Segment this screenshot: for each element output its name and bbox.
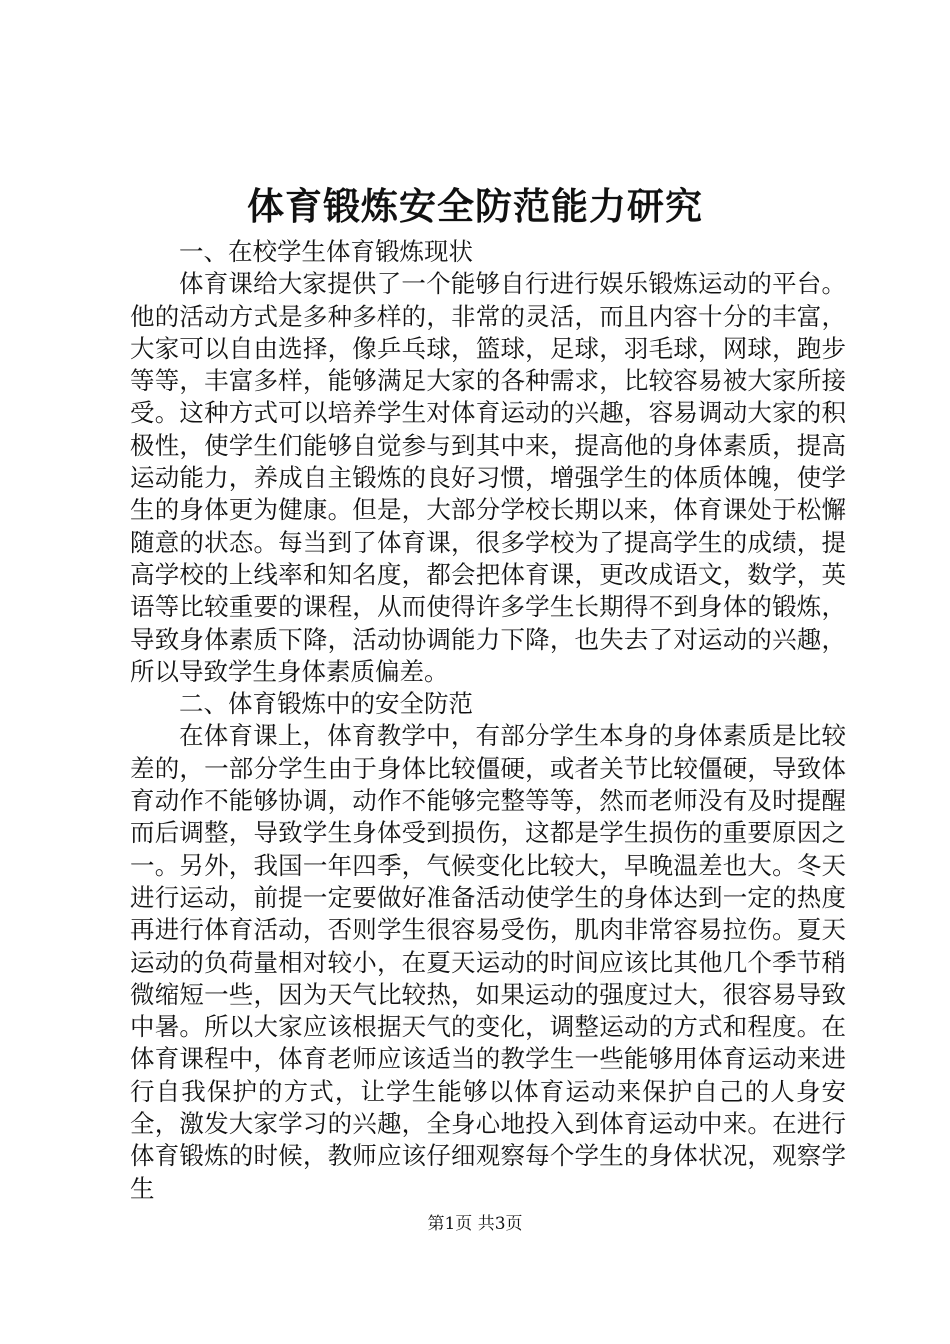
section-heading-1: 一、在校学生体育锻炼现状 (179, 237, 473, 266)
section-heading-2: 二、体育锻炼中的安全防范 (179, 689, 473, 719)
document-title: 体育锻炼安全防范能力研究 (247, 184, 703, 228)
document-body (130, 236, 846, 1205)
section-paragraph-2: 在体育课上，体育教学中，有部分学生本身的身体素质是比较差的，一部分学生由于身体比较僵硬，或者关节比较僵硬，导致体育动作不能够协调，动作不能够完整等等，然而老师没有及时提醒而后调整，导致学生身体受到损伤，这都是学生损伤的重要原因之一。另外，我国一年四季，气候变化比较大，早晚温差也大。冬天进行运动，前提一定要做好准备活动使学生的身体达到一定的热度再进行体育活动，否则学生很容易受伤，肌肉非常容易拉伤。夏天运动的负荷量相对较小，在夏天运动的时间应该比其他几个季节稍微缩短一些，因为天气比较热，如果运动的强度过大，很容易导致中暑。所以大家应该根据天气的变化，调整运动的方式和程度。在体育课程中，体育老师应该适当的教学生一些能够用体育运动来进行自我保护的方式，让学生能够以体育运动来保护自己的人身安全，激发大家学习的兴趣，全身心地投入到体育运动中来。在进行体育锻炼的时候，教师应该仔细观察每个学生的身体状况，观察学生 (130, 721, 846, 1203)
page-footer: 第1页 共3页 (427, 1214, 523, 1234)
section-paragraph-1: 体育课给大家提供了一个能够自行进行娱乐锻炼运动的平台。他的活动方式是多种多样的，非常的灵活，而且内容十分的丰富，大家可以自由选择，像乒乓球，篮球，足球，羽毛球，网球，跑步等等，丰富多样，能够满足大家的各种需求，比较容易被大家所接受。这种方式可以培养学生对体育运动的兴趣，容易调动大家的积极性，使学生们能够自觉参与到其中来，提高他的身体素质，提高运动能力，养成自主锻炼的良好习惯，增强学生的体质体魄，使学生的身体更为健康。但是，大部分学校长期以来，体育课处于松懈随意的状态。每当到了体育课，很多学校为了提高学生的成绩，提高学校的上线率和知名度，都会把体育课，更改成语文，数学，英语等比较重要的课程，从而使得许多学生长期得不到身体的锻炼，导致身体素质下降，活动协调能力下降，也失去了对运动的兴趣，所以导致学生身体素质偏差。 (130, 269, 846, 686)
